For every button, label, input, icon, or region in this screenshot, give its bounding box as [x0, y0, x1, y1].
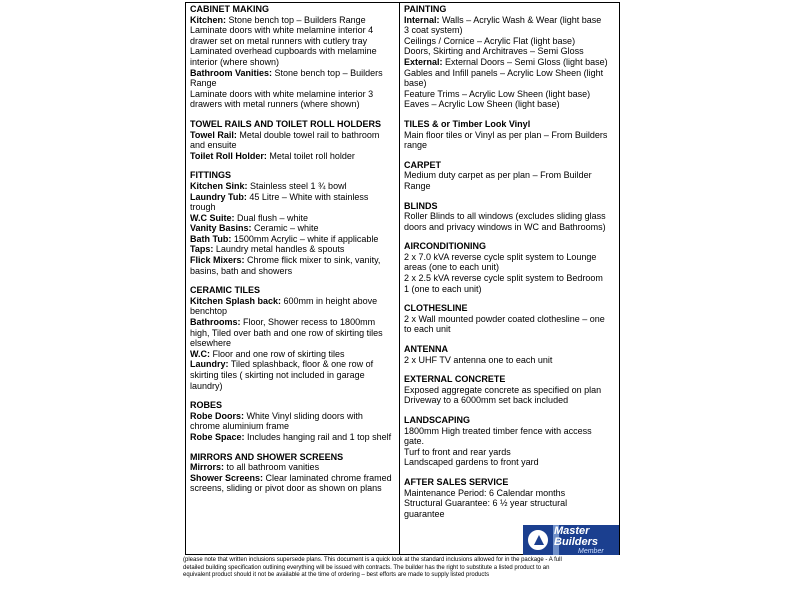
section	[404, 374, 615, 406]
line-text: Turf to front and rear yards	[404, 446, 511, 457]
line-text: Floor and one row of skirting tiles	[210, 348, 345, 359]
line-label: W.C Suite:	[190, 212, 235, 223]
line-label: Bathroom Vanities:	[190, 67, 273, 78]
line-text: Ceramic – white	[251, 223, 319, 234]
section-line	[404, 222, 615, 233]
section-title: PAINTING	[404, 4, 447, 14]
section-line	[190, 255, 395, 266]
section-line	[190, 202, 395, 213]
section-line	[190, 223, 395, 234]
section-title: CABINET MAKING	[190, 4, 269, 14]
line-label: Internal:	[404, 14, 440, 25]
line-label: Bath Tub:	[190, 233, 232, 244]
line-text: Clear laminated chrome framed	[263, 472, 392, 483]
line-text: 2 x 2.5 kVA reverse cycle split system to Bedroom	[404, 273, 603, 284]
line-label: Kitchen:	[190, 14, 226, 25]
section	[404, 241, 615, 294]
line-text: areas (one to each unit)	[404, 262, 500, 273]
section-line	[404, 181, 615, 192]
line-text: Ceilings / Cornice – Acrylic Flat (light base)	[404, 35, 576, 46]
section-line	[190, 213, 395, 224]
section-line	[190, 25, 395, 36]
line-label: External:	[404, 56, 443, 67]
line-label: Mirrors:	[190, 462, 225, 473]
section-line	[190, 349, 395, 360]
line-text: Walls – Acrylic Wash & Wear (light base	[439, 14, 602, 25]
section-title: LANDSCAPING	[404, 415, 471, 425]
line-label: Kitchen Splash back:	[190, 295, 282, 306]
section-line	[190, 381, 395, 392]
section	[404, 344, 615, 365]
line-text: External Doors – Semi Gloss (light base)	[442, 56, 608, 67]
line-label: Robe Space:	[190, 431, 245, 442]
section	[404, 303, 615, 335]
line-label: Shower Screens:	[190, 472, 264, 483]
line-text: Laminate doors with white melamine interior 4	[190, 25, 374, 36]
section-line	[190, 68, 395, 79]
section	[404, 4, 615, 110]
line-label: Laundry:	[190, 359, 229, 370]
section	[190, 119, 395, 161]
section-line	[190, 57, 395, 68]
section-line	[404, 457, 615, 468]
line-text: 2 x UHF TV antenna one to each unit	[404, 354, 553, 365]
line-label: Flick Mixers:	[190, 255, 245, 266]
footnote-line: (please note that written inclusions supersede plans. This document is a quick look at the standard inclusions allowed for in the package - A full	[183, 557, 562, 563]
section-title: FITTINGS	[190, 170, 231, 181]
line-text: range	[404, 140, 428, 151]
section-line	[404, 89, 615, 100]
line-text: to each unit	[404, 324, 451, 335]
line-text: elsewhere	[190, 338, 232, 349]
section-line	[190, 99, 395, 110]
section-line	[404, 57, 615, 68]
section-line	[404, 170, 615, 181]
section-title: CERAMIC TILES	[190, 285, 261, 296]
section-line	[404, 436, 615, 447]
line-text: benchtop	[190, 306, 228, 317]
section-line	[404, 68, 615, 79]
logo-line2: Builders	[554, 536, 599, 548]
line-text: Metal double towel rail to bathroom	[236, 129, 380, 140]
section-line	[190, 46, 395, 57]
section	[404, 201, 615, 233]
section-line	[404, 447, 615, 458]
section-line	[404, 273, 615, 284]
line-text: Main floor tiles or Vinyl as per plan – From Builders	[404, 129, 608, 140]
line-text: gate.	[404, 436, 425, 447]
section	[190, 400, 395, 442]
line-text: Medium duty carpet as per plan – From Builder	[404, 170, 592, 181]
line-text: White Vinyl sliding doors with	[244, 410, 363, 421]
section	[190, 4, 395, 110]
line-text: Stainless steel 1 ¾ bowl	[247, 180, 347, 191]
line-text: Metal toilet roll holder	[266, 150, 355, 161]
line-text: guarantee	[404, 508, 445, 519]
section-line	[190, 15, 395, 26]
section-title: EXTERNAL CONCRETE	[404, 374, 506, 385]
line-text: skirting tiles ( skirting not included in garage	[190, 370, 365, 380]
line-text: Gables and Infill panels – Acrylic Low Sheen (light	[404, 67, 604, 78]
inclusions-sheet	[185, 2, 620, 555]
line-text: Feature Trims – Acrylic Low Sheen (light base)	[404, 88, 591, 99]
line-text: chrome aluminium frame	[190, 421, 290, 432]
line-text: to all bathroom vanities	[224, 462, 320, 473]
section-title: TOWEL RAILS AND TOILET ROLL HOLDERS	[190, 118, 382, 129]
line-text: Structural Guarantee: 6 ½ year structural	[404, 498, 568, 509]
logo-sub: Member	[578, 548, 604, 555]
section-line	[190, 192, 395, 203]
section-line	[190, 338, 395, 349]
line-text: Laminate doors with white melamine interior 3	[190, 88, 374, 99]
section-title: ANTENNA	[404, 344, 448, 355]
line-label: W.C:	[190, 348, 210, 359]
section	[404, 160, 615, 192]
line-text: Includes hanging rail and 1 top shelf	[244, 431, 392, 442]
section-line	[190, 151, 395, 162]
line-text: basins, bath and showers	[190, 265, 293, 276]
section-line	[190, 244, 395, 255]
line-text: drawer set on metal runners with cutlery tray	[190, 35, 368, 46]
line-text: 2 x Wall mounted powder coated clothesline – one	[404, 313, 605, 324]
line-text: 1800mm High treated timber fence with access	[404, 425, 592, 436]
footnote-line: detailed building specification outlining everything will be issued with contracts. The builder has the right to substitute a listed product to an	[183, 564, 550, 571]
section-line	[190, 462, 395, 473]
section-line	[190, 328, 395, 339]
section-line	[404, 355, 615, 366]
line-label: Bathrooms:	[190, 317, 241, 328]
left-column	[186, 3, 400, 554]
section	[190, 170, 395, 276]
line-text: Doors, Skirting and Architraves – Semi Gloss	[404, 46, 584, 57]
footnote-line: equivalent product should it not be available at the time of ordering – best efforts are made to supply listed products	[183, 572, 490, 579]
line-text: Range	[190, 78, 217, 89]
section-title: BLINDS	[404, 200, 438, 211]
section-line	[190, 89, 395, 100]
line-text: Laundry metal handles & spouts	[213, 244, 345, 255]
section-title: MIRRORS AND SHOWER SCREENS	[190, 451, 344, 462]
section-line	[404, 426, 615, 437]
section-line	[190, 36, 395, 47]
section-title: AIRCONDITIONING	[404, 241, 486, 252]
line-text: interior (where shown)	[190, 56, 280, 67]
section-line	[190, 306, 395, 317]
section-line	[404, 140, 615, 151]
line-text: 45 Litre – White with stainless	[246, 191, 369, 202]
line-text: 600mm in height above	[281, 295, 378, 306]
section-line	[404, 25, 615, 36]
section-line	[190, 140, 395, 151]
section-line	[404, 130, 615, 141]
line-text: 1500mm Acrylic – white if applicable	[231, 233, 379, 244]
line-text: Roller Blinds to all windows (excludes sliding glass	[404, 211, 606, 222]
line-text: Exposed aggregate concrete as specified on plan	[404, 384, 602, 395]
line-text: Maintenance Period: 6 Calendar months	[404, 487, 566, 498]
section-title: ROBES	[190, 400, 223, 411]
section-line	[190, 78, 395, 89]
section	[404, 415, 615, 468]
section-line	[190, 411, 395, 422]
logo-line1: Master	[554, 525, 590, 537]
line-text: 1 (one to each unit)	[404, 283, 482, 294]
section-title: CLOTHESLINE	[404, 303, 468, 314]
line-label: Robe Doors:	[190, 410, 244, 421]
section-line	[190, 130, 395, 141]
section-line	[404, 509, 615, 520]
section-title: TILES & or Timber Look Vinyl	[404, 118, 531, 129]
line-label: Towel Rail:	[190, 129, 237, 140]
line-text: and ensuite	[190, 140, 237, 151]
section-line	[190, 473, 395, 484]
line-text: Driveway to a 6000mm set back included	[404, 395, 569, 406]
section-line	[190, 317, 395, 328]
section-line	[404, 395, 615, 406]
section-line	[404, 99, 615, 110]
line-text: doors and privacy windows in WC and Bathrooms)	[404, 221, 606, 232]
line-text: 2 x 7.0 kVA reverse cycle split system to Lounge	[404, 251, 597, 262]
section-line	[190, 432, 395, 443]
line-text: Landscaped gardens to front yard	[404, 457, 539, 468]
section-line	[190, 421, 395, 432]
master-builders-logo	[523, 525, 619, 555]
section-title: AFTER SALES SERVICE	[404, 476, 509, 487]
line-text: Laminated overhead cupboards with melamine	[190, 46, 377, 57]
section	[190, 452, 395, 494]
line-label: Vanity Basins:	[190, 223, 252, 234]
section-line	[190, 181, 395, 192]
section-line	[190, 266, 395, 277]
section-line	[404, 78, 615, 89]
line-text: Eaves – Acrylic Low Sheen (light base)	[404, 99, 560, 110]
line-text: Tiled splashback, floor & one row of	[228, 359, 374, 370]
line-label: Laundry Tub:	[190, 191, 247, 202]
section-line	[190, 296, 395, 307]
section-line	[190, 234, 395, 245]
section-line	[404, 262, 615, 273]
section-line	[190, 359, 395, 370]
section-line	[404, 324, 615, 335]
section-line	[404, 46, 615, 57]
section-line	[190, 370, 395, 381]
line-text: high, Tiled over bath and one row of skirting tiles	[190, 327, 383, 338]
line-text: laundry)	[190, 380, 223, 391]
section	[190, 285, 395, 391]
section-line	[404, 252, 615, 263]
section-line	[404, 211, 615, 222]
line-text: Stone bench top – Builders Range	[226, 14, 366, 25]
section-line	[404, 385, 615, 396]
line-text: base)	[404, 78, 427, 89]
right-column	[400, 3, 619, 554]
line-text: Floor, Shower recess to 1800mm	[240, 317, 376, 328]
section-line	[190, 483, 395, 494]
section-line	[404, 498, 615, 509]
line-text: Range	[404, 180, 431, 191]
master-builders-seal-icon	[526, 528, 550, 552]
line-text: trough	[190, 202, 216, 213]
line-text: Dual flush – white	[234, 212, 309, 223]
line-text: Stone bench top – Builders	[272, 67, 383, 78]
section-line	[404, 488, 615, 499]
section-line	[404, 15, 615, 26]
section	[404, 477, 615, 519]
line-label: Taps:	[190, 244, 214, 255]
line-text: 3 coat system)	[404, 25, 463, 36]
line-text: screens, sliding or pivot door as shown on plans	[190, 483, 382, 494]
section-line	[404, 314, 615, 325]
section-title: CARPET	[404, 159, 442, 170]
line-text: Chrome flick mixer to sink, vanity,	[244, 255, 381, 266]
line-label: Kitchen Sink:	[190, 180, 248, 191]
section-line	[404, 284, 615, 295]
footnote	[183, 557, 623, 580]
logo-text	[554, 526, 598, 548]
section	[404, 119, 615, 151]
line-label: Toilet Roll Holder:	[190, 150, 267, 161]
section-line	[404, 36, 615, 47]
line-text: drawers with metal runners (where shown)	[190, 99, 360, 110]
